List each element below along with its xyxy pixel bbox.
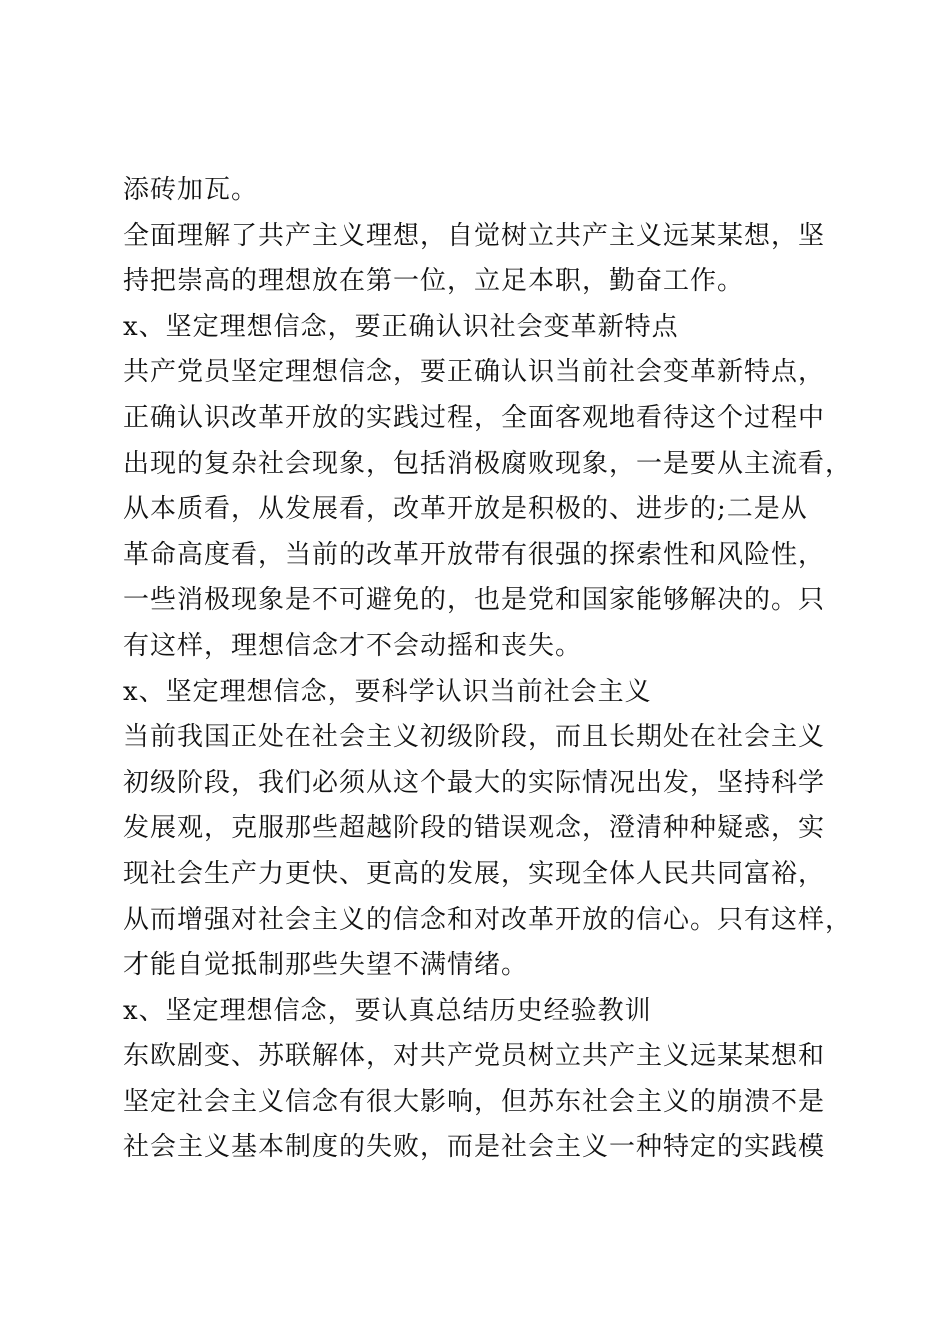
section-heading-2: x、坚定理想信念，要科学认识当前社会主义	[123, 676, 652, 707]
body-line-20: 东欧剧变、苏联解体，对共产党员树立共产主义远某某想和	[123, 1041, 826, 1072]
body-line-9: 革命高度看，当前的改革开放带有很强的探索性和风险性，	[123, 539, 826, 570]
body-line-2: 全面理解了共产主义理想，自觉树立共产主义远某某想，坚	[123, 220, 826, 251]
body-line-7: 出现的复杂社会现象，包括消极腐败现象，一是要从主流看，	[123, 448, 853, 479]
section-heading-1: x、坚定理想信念，要正确认识社会变革新特点	[123, 311, 679, 342]
body-line-14: 初级阶段，我们必须从这个最大的实际情况出发，坚持科学	[123, 767, 826, 798]
body-line-6: 正确认识改革开放的实践过程，全面客观地看待这个过程中	[123, 402, 826, 433]
body-line-1: 添砖加瓦。	[123, 175, 259, 205]
body-line-13: 当前我国正处在社会主义初级阶段，而且长期处在社会主义	[123, 722, 826, 753]
body-line-18: 才能自觉抵制那些失望不满情绪。	[123, 950, 529, 981]
section-heading-3: x、坚定理想信念，要认真总结历史经验教训	[123, 995, 652, 1026]
body-line-8: 从本质看，从发展看，改革开放是积极的、进步的;二是从	[123, 494, 808, 525]
body-line-17: 从而增强对社会主义的信念和对改革开放的信心。只有这样，	[123, 904, 853, 935]
body-line-21: 坚定社会主义信念有很大影响，但苏东社会主义的崩溃不是	[123, 1086, 826, 1117]
body-line-16: 现社会生产力更快、更高的发展，实现全体人民共同富裕，	[123, 858, 826, 889]
body-line-3: 持把崇高的理想放在第一位，立足本职，勤奋工作。	[123, 266, 745, 297]
body-line-11: 有这样，理想信念才不会动摇和丧失。	[123, 630, 583, 661]
body-line-15: 发展观，克服那些超越阶段的错误观念，澄清种种疑惑，实	[123, 813, 826, 844]
body-line-10: 一些消极现象是不可避免的，也是党和国家能够解决的。只	[123, 585, 826, 616]
body-line-5: 共产党员坚定理想信念，要正确认识当前社会变革新特点，	[123, 357, 826, 388]
body-line-22: 社会主义基本制度的失败，而是社会主义一种特定的实践模	[123, 1132, 826, 1163]
document-body	[123, 168, 853, 1171]
